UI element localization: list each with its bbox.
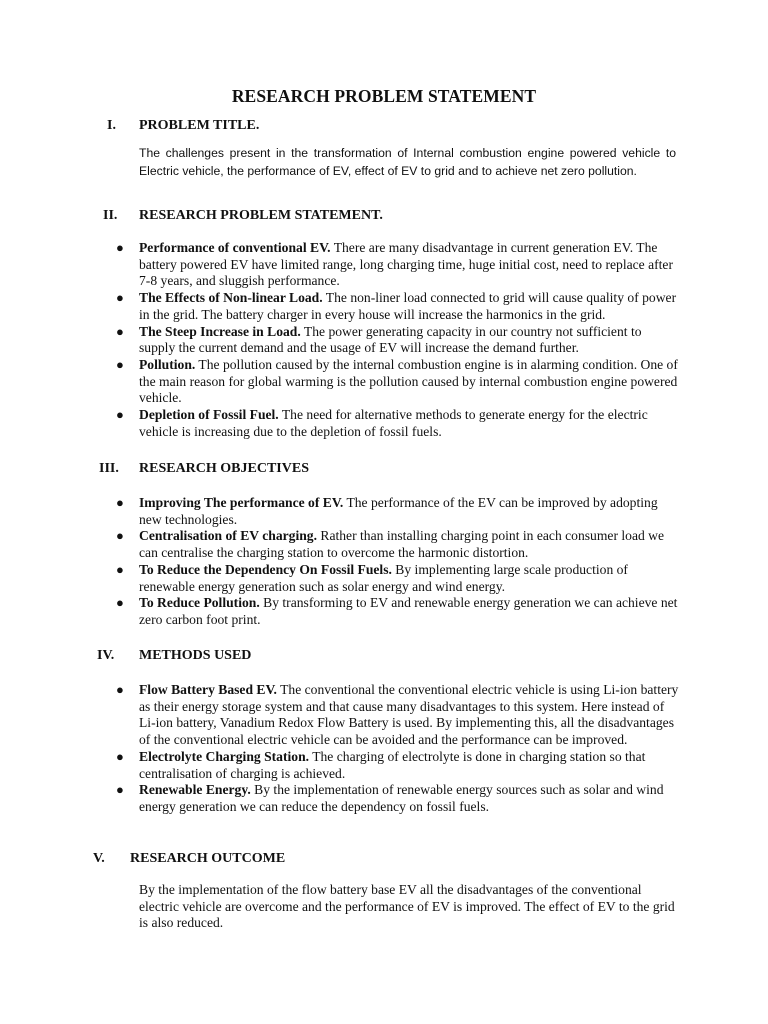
bullet-icon: ●: [116, 528, 124, 544]
objectives-list: [0, 495, 680, 629]
item-text: The power generating capacity in our country not sufficient to supply the current demand and the usage of EV will increase the demand further.: [139, 323, 642, 356]
bullet-icon: ●: [116, 782, 124, 798]
section-number: III.: [99, 461, 119, 476]
list-item: [0, 495, 680, 528]
problem-statement-list: [0, 240, 680, 440]
bullet-icon: ●: [116, 595, 124, 611]
item-lead: Centralisation of EV charging.: [139, 528, 317, 544]
item-text: By implementing large scale production of renewable energy generation such as solar energy and wind energy.: [139, 561, 628, 594]
section-number: V.: [93, 851, 105, 866]
section-label: PROBLEM TITLE.: [139, 118, 260, 133]
list-item: [0, 240, 680, 290]
section-label: RESEARCH PROBLEM STATEMENT.: [139, 208, 383, 223]
item-text: There are many disadvantage in current generation EV. The battery powered EV have limited range, long charging time, huge initial cost, need to replace after 7-8 years, and sluggish performance.: [139, 240, 673, 289]
section-number: I.: [107, 118, 116, 133]
item-text: The charging of electrolyte is done in charging station so that centralisation of charging is achieved.: [139, 748, 646, 781]
item-lead: The Steep Increase in Load.: [139, 323, 301, 339]
section-number: IV.: [97, 648, 115, 663]
bullet-icon: ●: [116, 748, 124, 764]
item-text: The conventional the conventional electric vehicle is using Li-ion battery as their energy storage system and that cause many disadvantages to this system. Here instead of Li-ion battery, Vanadium Redox Flow Battery is used. By implementing this, all the disadvantages of the conventional electric vehicle can be avoided and the performance can be improved.: [139, 682, 679, 748]
item-text: The performance of the EV can be improved by adopting new technologies.: [139, 495, 658, 527]
section-label: RESEARCH OUTCOME: [130, 851, 286, 866]
item-text: Rather than installing charging point in each consumer load we can centralise the charging station to overcome the harmonic distortion.: [139, 528, 665, 561]
item-text: The pollution caused by the internal combustion engine is in alarming condition. One of the main reason for global warming is the pollution caused by internal combustion engine powered vehicle.: [139, 356, 678, 406]
bullet-icon: ●: [116, 495, 124, 510]
bullet-icon: ●: [116, 561, 124, 577]
item-text: By the implementation of renewable energy sources such as solar and wind energy generation we can reduce the dependency on fossil fuels.: [139, 782, 664, 814]
list-item: [0, 528, 680, 561]
item-lead: Improving The performance of EV.: [139, 495, 344, 510]
item-text: By transforming to EV and renewable energy generation we can achieve net zero carbon foot print.: [139, 595, 678, 627]
section-label: METHODS USED: [139, 648, 252, 663]
list-item: [0, 682, 680, 749]
bullet-icon: ●: [116, 290, 124, 306]
bullet-icon: ●: [116, 356, 124, 372]
list-item: [0, 290, 680, 323]
section-label: RESEARCH OBJECTIVES: [139, 461, 309, 476]
item-lead: To Reduce Pollution.: [139, 595, 260, 611]
item-lead: The Effects of Non-linear Load.: [139, 290, 323, 306]
item-text: The need for alternative methods to generate energy for the electric vehicle is increasing due to the depletion of fossil fuels.: [139, 407, 648, 439]
list-item: [0, 749, 680, 782]
list-item: [0, 324, 680, 357]
bullet-icon: ●: [116, 240, 124, 255]
list-item: [0, 595, 680, 628]
list-item: [0, 562, 680, 595]
problem-title-text: The challenges present in the transformation of Internal combustion engine powered vehicle to Electric vehicle, the performance of EV, effect of EV to grid and to achieve net zero pollution.: [139, 146, 676, 178]
item-lead: Performance of conventional EV.: [139, 240, 331, 255]
document-title: RESEARCH PROBLEM STATEMENT: [231, 86, 537, 106]
list-item: [0, 357, 680, 407]
bullet-icon: ●: [116, 682, 124, 697]
bullet-icon: ●: [116, 407, 124, 423]
item-lead: Depletion of Fossil Fuel.: [139, 407, 279, 423]
item-lead: Flow Battery Based EV.: [139, 682, 277, 697]
list-item: [0, 407, 680, 440]
item-text: The non-liner load connected to grid will cause quality of power in the grid. The battery charger in every house will increase the harmonics in the grid.: [139, 290, 677, 322]
item-lead: Pollution.: [139, 356, 196, 372]
item-lead: Renewable Energy.: [139, 782, 251, 798]
methods-list: [0, 682, 680, 816]
list-item: [0, 782, 680, 815]
item-lead: Electrolyte Charging Station.: [139, 748, 310, 764]
research-outcome-text: By the implementation of the flow battery base EV all the disadvantages of the conventional electric vehicle are overcome and the performance of EV is improved. The effect of EV to the grid is also reduced.: [139, 882, 675, 931]
bullet-icon: ●: [116, 323, 124, 339]
item-lead: To Reduce the Dependency On Fossil Fuels.: [139, 561, 392, 577]
section-number: II.: [103, 208, 118, 223]
